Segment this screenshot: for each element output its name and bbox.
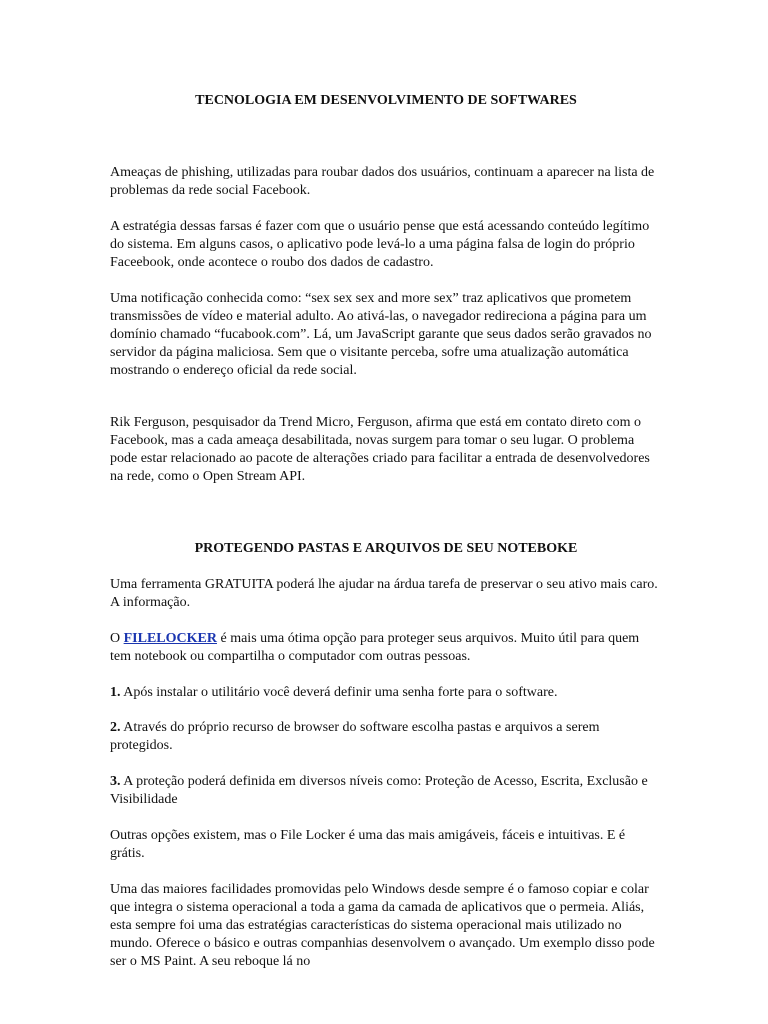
section-title-protecting: PROTEGENDO PASTAS E ARQUIVOS DE SEU NOTEBOKE	[194, 541, 578, 556]
step-3	[110, 773, 662, 809]
section-title-technology: TECNOLOGIA EM DESENVOLVIMENTO DE SOFTWARES	[195, 93, 577, 108]
step-3-number: 3.	[110, 774, 121, 789]
paragraph-notification: Uma notificação conhecida como: “sex sex sex and more sex” traz aplicativos que prometem transmissões de vídeo e material adulto. Ao ativá-las, o navegador redireciona a página para um domínio chamado “fucabook.com”. Lá, um JavaScript garante que seus dados serão gravados no servidor da página maliciosa. Sem que o visitante perceba, sofre uma atualização automática mostrando o endereço oficial da rede social.	[110, 291, 652, 378]
paragraph-strategy: A estratégia dessas farsas é fazer com que o usuário pense que está acessando conteúdo legítimo do sistema. Em alguns casos, o aplicativo pode levá-lo a uma página falsa de login do próprio Faceebook, onde acontece o roubo dos dados de cadastro.	[110, 219, 650, 270]
paragraph-ferguson: Rik Ferguson, pesquisador da Trend Micro, Ferguson, afirma que está em contato direto com o Facebook, mas a cada ameaça desabilitada, novas surgem para tomar o seu lugar. O problema pode estar relacionado ao pacote de alterações criado para facilitar a entrada de desenvolvedores na rede, como o Open Stream API.	[110, 415, 650, 484]
step-2-text: Através do próprio recurso de browser do software escolha pastas e arquivos a serem protegidos.	[110, 720, 600, 753]
step-2	[110, 719, 662, 755]
step-1	[110, 684, 662, 702]
step-1-number: 1.	[110, 685, 121, 700]
paragraph-other-options: Outras opções existem, mas o File Locker é uma das mais amigáveis, fáceis e intuitivas. E é grátis.	[110, 828, 626, 861]
paragraph-free-tool: Uma ferramenta GRATUITA poderá lhe ajudar na árdua tarefa de preservar o seu ativo mais caro. A informação.	[110, 577, 658, 610]
paragraph-windows-copy-paste: Uma das maiores facilidades promovidas pelo Windows desde sempre é o famoso copiar e colar que integra o sistema operacional a toda a gama da camada de aplicativos que o permeia. Aliás, esta sempre foi uma das estratégias características do sistema operacional mais utilizado no mundo. Oferece o básico e outras companhias desenvolvem o avançado. Um exemplo disso pode ser o MS Paint. A seu reboque lá no	[110, 882, 655, 969]
step-3-text: A proteção poderá definida em diversos níveis como: Proteção de Acesso, Escrita, Exclusão e Visibilidade	[110, 774, 648, 807]
paragraph-filelocker-prefix: O	[110, 631, 124, 646]
paragraph-filelocker	[110, 630, 662, 666]
step-1-text: Após instalar o utilitário você deverá definir uma senha forte para o software.	[120, 685, 558, 700]
step-2-number: 2.	[110, 720, 121, 735]
filelocker-link[interactable]: FILELOCKER	[123, 631, 217, 646]
paragraph-filelocker-suffix: é mais uma ótima opção para proteger seus arquivos. Muito útil para quem tem notebook ou compartilha o computador com outras pessoas.	[110, 631, 640, 664]
paragraph-phishing-intro: Ameaças de phishing, utilizadas para roubar dados dos usuários, continuam a aparecer na lista de problemas da rede social Facebook.	[110, 165, 655, 198]
